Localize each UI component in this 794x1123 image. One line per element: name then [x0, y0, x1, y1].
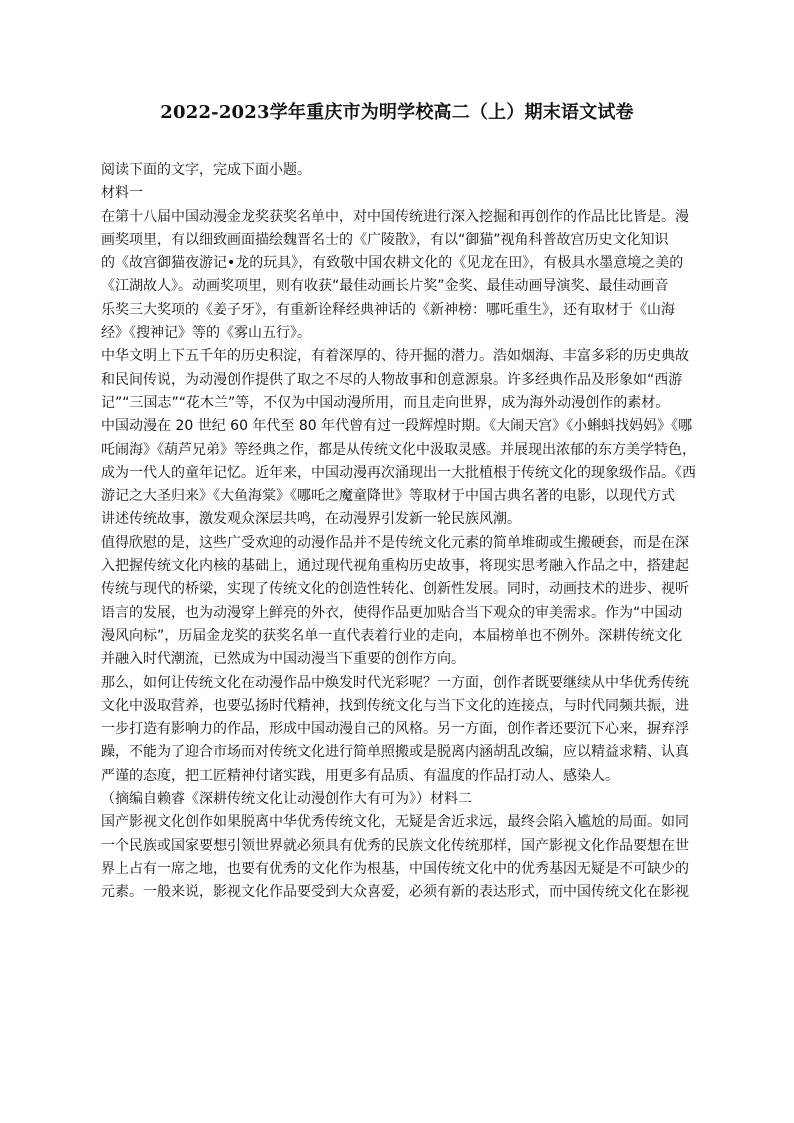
- paragraph-line: 吒闹海》《葫芦兄弟》等经典之作，都是从传统文化中汲取灵感。并展现出浓郁的东方美学特色，: [101, 441, 696, 458]
- paragraph-line: 在第十八届中国动漫金龙奖获奖名单中，对中国传统进行深入挖掘和再创作的作品比比皆是。漫: [101, 208, 689, 225]
- paragraph-line: 游记之大圣归来》《大鱼海棠》《哪吒之魔童降世》等取材于中国古典名著的电影，以现代方式: [101, 488, 675, 505]
- paragraph-line: 漫风向标”，历届金龙奖的获奖名单一直代表着行业的走向，本届榜单也不例外。深耕传统文化: [101, 627, 683, 644]
- paragraph-line: 一步打造有影响力的作品，形成中国动漫自己的风格。另一方面，创作者还要沉下心来，摒弃浮: [101, 721, 689, 738]
- paragraph-line: 入把握传统文化内核的基础上，通过现代视角重构历史故事，将现实思考融入作品之中，搭建起: [101, 558, 689, 575]
- material-one-heading: 材料一: [101, 185, 143, 202]
- paragraph-line: 成为一代人的童年记忆。近年来，中国动漫再次涌现出一大批植根于传统文化的现象级作品。《西: [101, 464, 696, 481]
- paragraph-line: 一个民族或国家要想引领世界就必须具有优秀的民族文化传统那样，国产影视文化作品要想在世: [101, 837, 689, 854]
- page-title: 2022-2023学年重庆市为明学校高二（上）期末语文试卷: [160, 102, 634, 123]
- paragraph-line: 躁，不能为了迎合市场而对传统文化进行简单照搬或是脱离内涵胡乱改编，应以精益求精、认真: [101, 744, 689, 761]
- paragraph-line: 和民间传说，为动漫创作提供了取之不尽的人物故事和创意源泉。许多经典作品及形象如“西游: [101, 371, 683, 388]
- source-citation-line: （摘编自赖睿《深耕传统文化让动漫创作大有可为》）材料二: [101, 791, 472, 808]
- paragraph-line: 中国动漫在 20 世纪 60 年代至 80 年代曾有过一段辉煌时期。《大闹天宫》《小蝌蚪找妈妈》《哪: [101, 418, 693, 435]
- instruction-line: 阅读下面的文字，完成下面小题。: [101, 162, 311, 178]
- paragraph-line: 值得欣慰的是，这些广受欢迎的动漫作品并不是传统文化元素的简单堆砌或生搬硬套，而是在深: [101, 534, 689, 551]
- paragraph-line: 国产影视文化创作如果脱离中华优秀传统文化，无疑是舍近求远，最终会陷入尴尬的局面。如同: [101, 814, 689, 831]
- paragraph-line: 那么，如何让传统文化在动漫作品中焕发时代光彩呢？一方面，创作者既要继续从中华优秀传统: [101, 674, 689, 691]
- paragraph-line: 画奖项里，有以细致画面描绘魏晋名士的《广陵散》，有以“御猫”视角科普故宫历史文化知识: [101, 231, 669, 248]
- paragraph-line: 经》《搜神记》等的《雾山五行》。: [101, 325, 311, 342]
- paragraph-line: 《江湖故人》。动画奖项里，则有收获“最佳动画长片奖”金奖、最佳动画导演奖、最佳动画音: [101, 278, 669, 295]
- paragraph-line: 界上占有一席之地，也要有优秀的文化作为根基，中国传统文化中的优秀基因无疑是不可缺少的: [101, 860, 689, 877]
- paragraph-line: 的《故宫御猫夜游记•龙的玩具》，有致敬中国农耕文化的《见龙在田》，有极具水墨意境之美的: [101, 255, 684, 272]
- reading-passage: [101, 159, 699, 905]
- paragraph-line: 文化中汲取营养，也要弘扬时代精神，找到传统文化与当下文化的连接点，与时代同频共振，进: [101, 697, 689, 714]
- paragraph-line: 乐奖三大奖项的《姜子牙》，有重新诠释经典神话的《新神榜：哪吒重生》，还有取材于《山海: [101, 301, 675, 318]
- paragraph-line: 讲述传统故事，激发观众深层共鸣，在动漫界引发新一轮民族风潮。: [101, 511, 521, 528]
- paragraph-line: 严谨的态度，把工匠精神付诸实践，用更多有品质、有温度的作品打动人、感染人。: [101, 767, 619, 784]
- paragraph-line: 传统与现代的桥梁，实现了传统文化的创造性转化、创新性发展。同时，动画技术的进步、视听: [101, 581, 689, 598]
- paragraph-line: 元素。一般来说，影视文化作品要受到大众喜爱，必须有新的表达形式，而中国传统文化在影视: [101, 884, 689, 901]
- paragraph-line: 语言的发展，也为动漫穿上鲜亮的外衣，使得作品更加贴合当下观众的审美需求。作为“中国动: [101, 604, 683, 621]
- paragraph-line: 记”“三国志”“花木兰”等，不仅为中国动漫所用，而且走向世界，成为海外动漫创作的素材。: [101, 394, 670, 411]
- paragraph-line: 并融入时代潮流，已然成为中国动漫当下重要的创作方向。: [101, 651, 465, 668]
- paragraph-line: 中华文明上下五千年的历史积淀，有着深厚的、待开掘的潜力。浩如烟海、丰富多彩的历史典故: [101, 348, 689, 365]
